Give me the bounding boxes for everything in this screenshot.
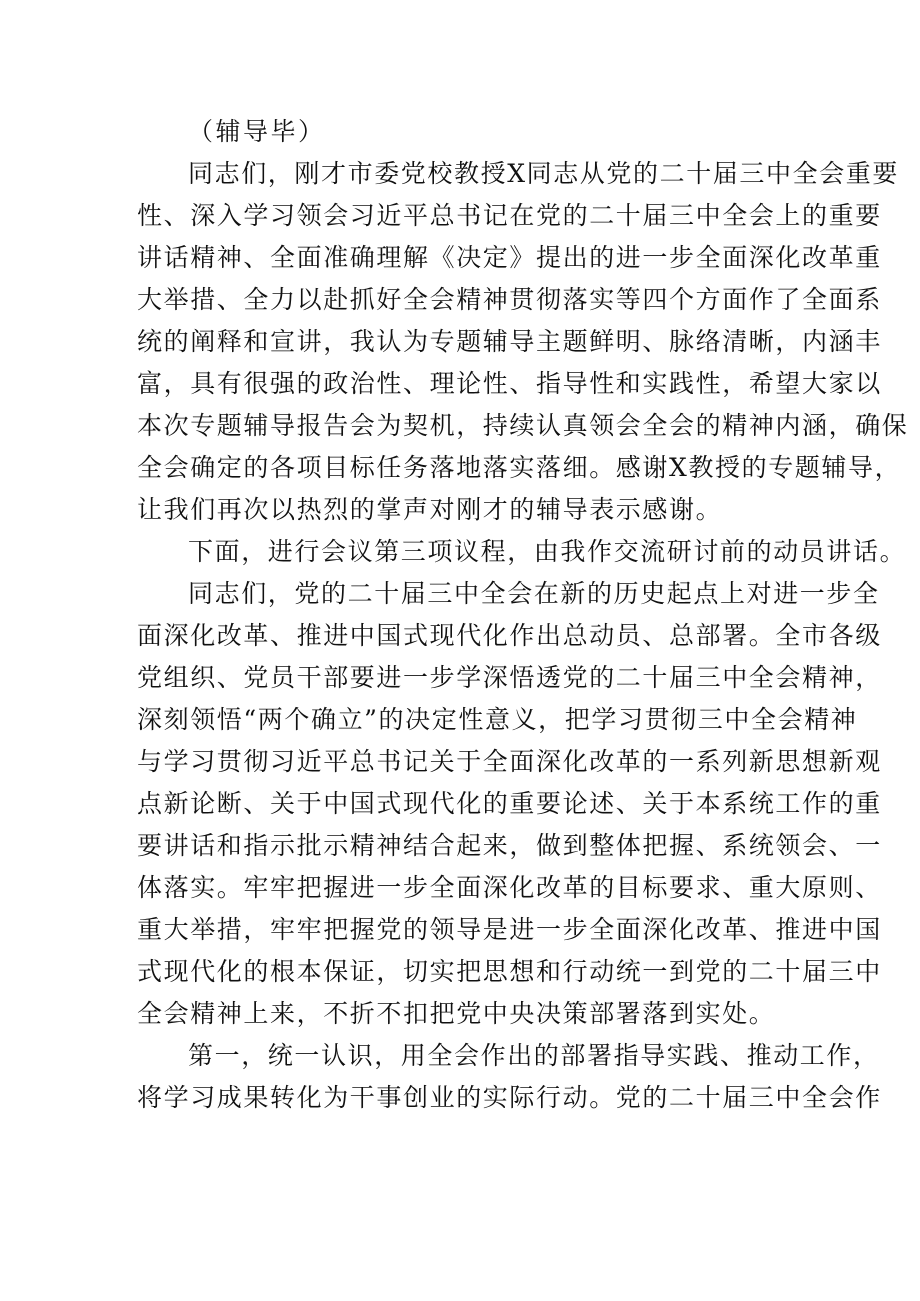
text-line: 党组织、党员干部要进一步学深悟透党的二十届三中全会精神， (137, 663, 882, 692)
text-line: 点新论断、关于中国式现代化的重要论述、关于本系统工作的重 (137, 789, 882, 818)
text-line: 面深化改革、推进中国式现代化作出总动员、总部署。全市各级 (137, 621, 882, 650)
text-line: 讲话精神、全面准确理解《决定》提出的进一步全面深化改革重 (137, 243, 882, 272)
text-line: 全会精神上来，不折不扣把党中央决策部署落到实处。 (137, 999, 776, 1028)
text-line: 全会确定的各项目标任务落地落实落细。感谢X教授的专题辅导， (137, 453, 902, 482)
text-line: 第一，统一认识，用全会作出的部署指导实践、推动工作， (188, 1041, 880, 1070)
text-line: 体落实。牢牢把握进一步全面深化改革的目标要求、重大原则、 (137, 873, 882, 902)
text-line: 下面，进行会议第三项议程，由我作交流研讨前的动员讲话。 (188, 537, 907, 566)
text-line: 重大举措，牢牢把握党的领导是进一步全面深化改革、推进中国 (137, 915, 882, 944)
text-line: 性、深入学习领会习近平总书记在党的二十届三中全会上的重要 (137, 201, 882, 230)
text-line: 将学习成果转化为干事创业的实际行动。党的二十届三中全会作 (137, 1083, 882, 1112)
text-line: 同志们，刚才市委党校教授X同志从党的二十届三中全会重要 (188, 159, 899, 188)
text-line: 本次专题辅导报告会为契机，持续认真领会全会的精神内涵，确保 (137, 411, 909, 440)
text-line: 富，具有很强的政治性、理论性、指导性和实践性，希望大家以 (137, 369, 882, 398)
text-line: 要讲话和指示批示精神结合起来，做到整体把握、系统领会、一 (137, 831, 882, 860)
text-line: 让我们再次以热烈的掌声对刚才的辅导表示感谢。 (137, 495, 723, 524)
text-line: 与学习贯彻习近平总书记关于全面深化改革的一系列新思想新观 (137, 747, 882, 776)
text-line: 统的阐释和宣讲，我认为专题辅导主题鲜明、脉络清晰，内涵丰 (137, 327, 882, 356)
text-line: 式现代化的根本保证，切实把思想和行动统一到党的二十届三中 (137, 957, 882, 986)
section-note: （辅导毕） (188, 117, 326, 146)
text-line: 深刻领悟“两个确立”的决定性意义，把学习贯彻三中全会精神 (137, 705, 858, 734)
text-line: 同志们，党的二十届三中全会在新的历史起点上对进一步全 (188, 579, 880, 608)
text-line: 大举措、全力以赴抓好全会精神贯彻落实等四个方面作了全面系 (137, 285, 882, 314)
